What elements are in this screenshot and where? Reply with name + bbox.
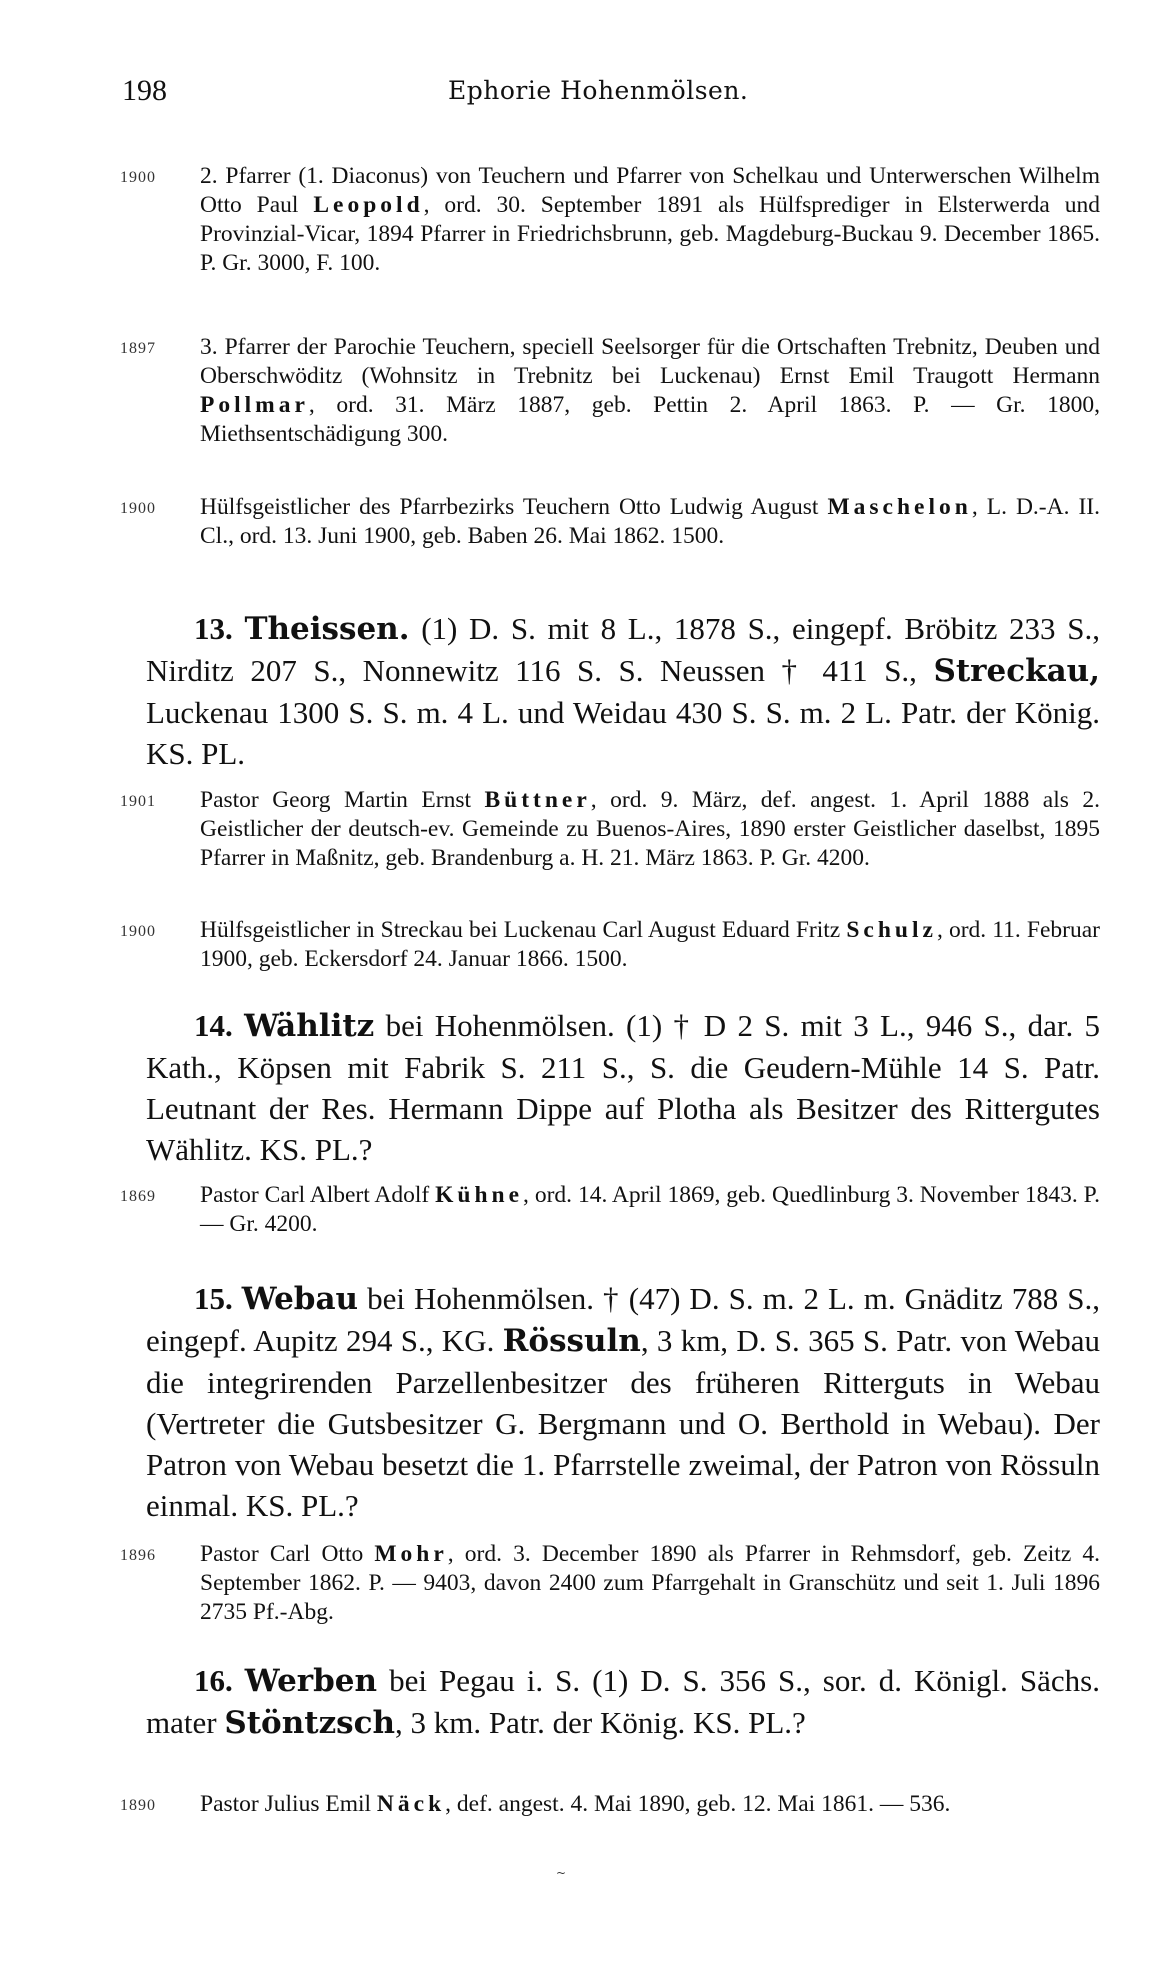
filial-name: Streckau, — [933, 653, 1100, 689]
parish-section-14: 14. Wählitz bei Hohenmölsen. (1) † D 2 S. mit 3 L., 946 S., dar. 5 Kath., Köpsen mit Fabrik S. 211 S., S. die Geudern-Mühle 14 S. Patr. Leutnant der Res. Hermann Dippe auf Plotha als Besitzer des Rittergutes Wählitz. KS. PL.? — [146, 1008, 1101, 1167]
clergy-name: Leopold — [313, 192, 424, 218]
entry-year: 1900 — [120, 169, 156, 186]
parish-name: Wählitz — [244, 1008, 375, 1044]
entry-year: 1897 — [120, 340, 156, 357]
section-number: 13. — [194, 611, 233, 646]
entry-year: 1896 — [120, 1547, 156, 1564]
entry-text: 2. Pfarrer (1. Diaconus) von Teuchern und Pfarrer von Schelkau und Unterwerschen Wilhelm Otto Paul Leopold, ord. 30. September 1891 als Hülfsprediger in Elsterwerda und Provinzial-Vicar, 1894 Pfarrer in Friedrichsbrunn, geb. Magdeburg-Buckau 9. December 1865. P. Gr. 3000, F. 100. — [200, 163, 1100, 276]
parish-name: Theissen. — [244, 611, 410, 647]
parish-name: Webau — [241, 1281, 359, 1317]
clergy-entry — [120, 786, 1100, 873]
entry-text: Pastor Julius Emil Näck, def. angest. 4. Mai 1890, geb. 12. Mai 1861. — 536. — [200, 1791, 951, 1817]
clergy-name: Näck — [376, 1791, 446, 1817]
clergy-name: Mohr — [374, 1541, 448, 1567]
section-number: 14. — [194, 1008, 233, 1043]
entry-year: 1901 — [120, 793, 156, 810]
clergy-entry — [120, 1790, 1100, 1819]
parish-section-13: 13. Theissen. (1) D. S. mit 8 L., 1878 S., eingepf. Bröbitz 233 S., Nirditz 207 S., Nonnewitz 116 S. S. Neussen † 411 S., Streckau, Luckenau 1300 S. S. m. 4 L. und Weidau 430 S. S. m. 2 L. Patr. der König. KS. PL. — [146, 611, 1100, 771]
end-ornament: ~ — [556, 1866, 567, 1880]
entry-year: 1900 — [120, 500, 156, 517]
clergy-entry — [120, 333, 1100, 449]
entry-text: 3. Pfarrer der Parochie Teuchern, speciell Seelsorger für die Ortschaften Trebnitz, Deuben und Oberschwöditz (Wohnsitz in Trebnitz bei Luckenau) Ernst Emil Traugott Hermann Pollmar, ord. 31. März 1887, geb. Pettin 2. April 1863. P. — Gr. 1800, Miethsentschädigung 300. — [200, 334, 1100, 447]
page-number: 198 — [122, 74, 167, 107]
clergy-name: Büttner — [484, 787, 591, 813]
entry-text: Pastor Carl Otto Mohr, ord. 3. December 1890 als Pfarrer in Rehmsdorf, geb. Zeitz 4. September 1862. P. — 9403, davon 2400 zum Pfarrgehalt in Granschütz und seit 1. Juli 1896 2735 Pf.-Abg. — [200, 1541, 1100, 1625]
entry-year: 1890 — [120, 1797, 156, 1814]
clergy-entry — [120, 493, 1100, 551]
entry-year: 1869 — [120, 1188, 156, 1205]
clergy-name: Maschelon — [827, 494, 972, 520]
clergy-name: Kühne — [435, 1182, 524, 1208]
clergy-entry — [120, 916, 1100, 974]
running-title: Ephorie Hohenmölsen. — [448, 76, 749, 105]
clergy-name: Schulz — [846, 917, 937, 943]
clergy-entry — [120, 1181, 1100, 1239]
entry-text: Pastor Carl Albert Adolf Kühne, ord. 14. April 1869, geb. Quedlinburg 3. November 1843. P. — Gr. 4200. — [200, 1182, 1100, 1237]
clergy-name: Pollmar — [200, 392, 309, 418]
parish-name: Werben — [244, 1663, 378, 1699]
parish-section-15: 15. Webau bei Hohenmölsen. † (47) D. S. m. 2 L. m. Gnäditz 788 S., eingepf. Aupitz 294 S., KG. Rössuln, 3 km, D. S. 365 S. Patr. von Webau die integrirenden Parzellenbesitzer des früheren Ritterguts in Webau (Vertreter die Gutsbesitzer G. Bergmann und O. Berthold in Webau). Der Patron von Webau besetzt die 1. Pfarrstelle zweimal, der Patron von Rössuln einmal. KS. PL.? — [146, 1281, 1100, 1523]
filial-name: Rössuln — [502, 1323, 641, 1359]
entry-year: 1900 — [120, 923, 156, 940]
section-number: 16. — [194, 1663, 233, 1698]
filial-name: Stöntzsch — [224, 1705, 396, 1741]
entry-text: Pastor Georg Martin Ernst Büttner, ord. 9. März, def. angest. 1. April 1888 als 2. Geistlicher der deutsch-ev. Gemeinde zu Buenos-Aires, 1890 erster Geistlicher daselbst, 1895 Pfarrer in Maßnitz, geb. Brandenburg a. H. 21. März 1863. P. Gr. 4200. — [200, 787, 1100, 871]
clergy-entry — [120, 162, 1100, 278]
entry-text: Hülfsgeistlicher in Streckau bei Luckenau Carl August Eduard Fritz Schulz, ord. 11. Februar 1900, geb. Eckersdorf 24. Januar 1866. 1500. — [200, 917, 1100, 972]
entry-text: Hülfsgeistlicher des Pfarrbezirks Teuchern Otto Ludwig August Maschelon, L. D.-A. II. Cl., ord. 13. Juni 1900, geb. Baben 26. Mai 1862. 1500. — [200, 494, 1101, 549]
parish-section-16: 16. Werben bei Pegau i. S. (1) D. S. 356 S., sor. d. Königl. Sächs. mater Stöntzsch, 3 km. Patr. der König. KS. PL.? — [146, 1663, 1100, 1741]
section-number: 15. — [194, 1281, 233, 1316]
clergy-entry — [120, 1540, 1100, 1627]
page-header — [120, 74, 1120, 114]
